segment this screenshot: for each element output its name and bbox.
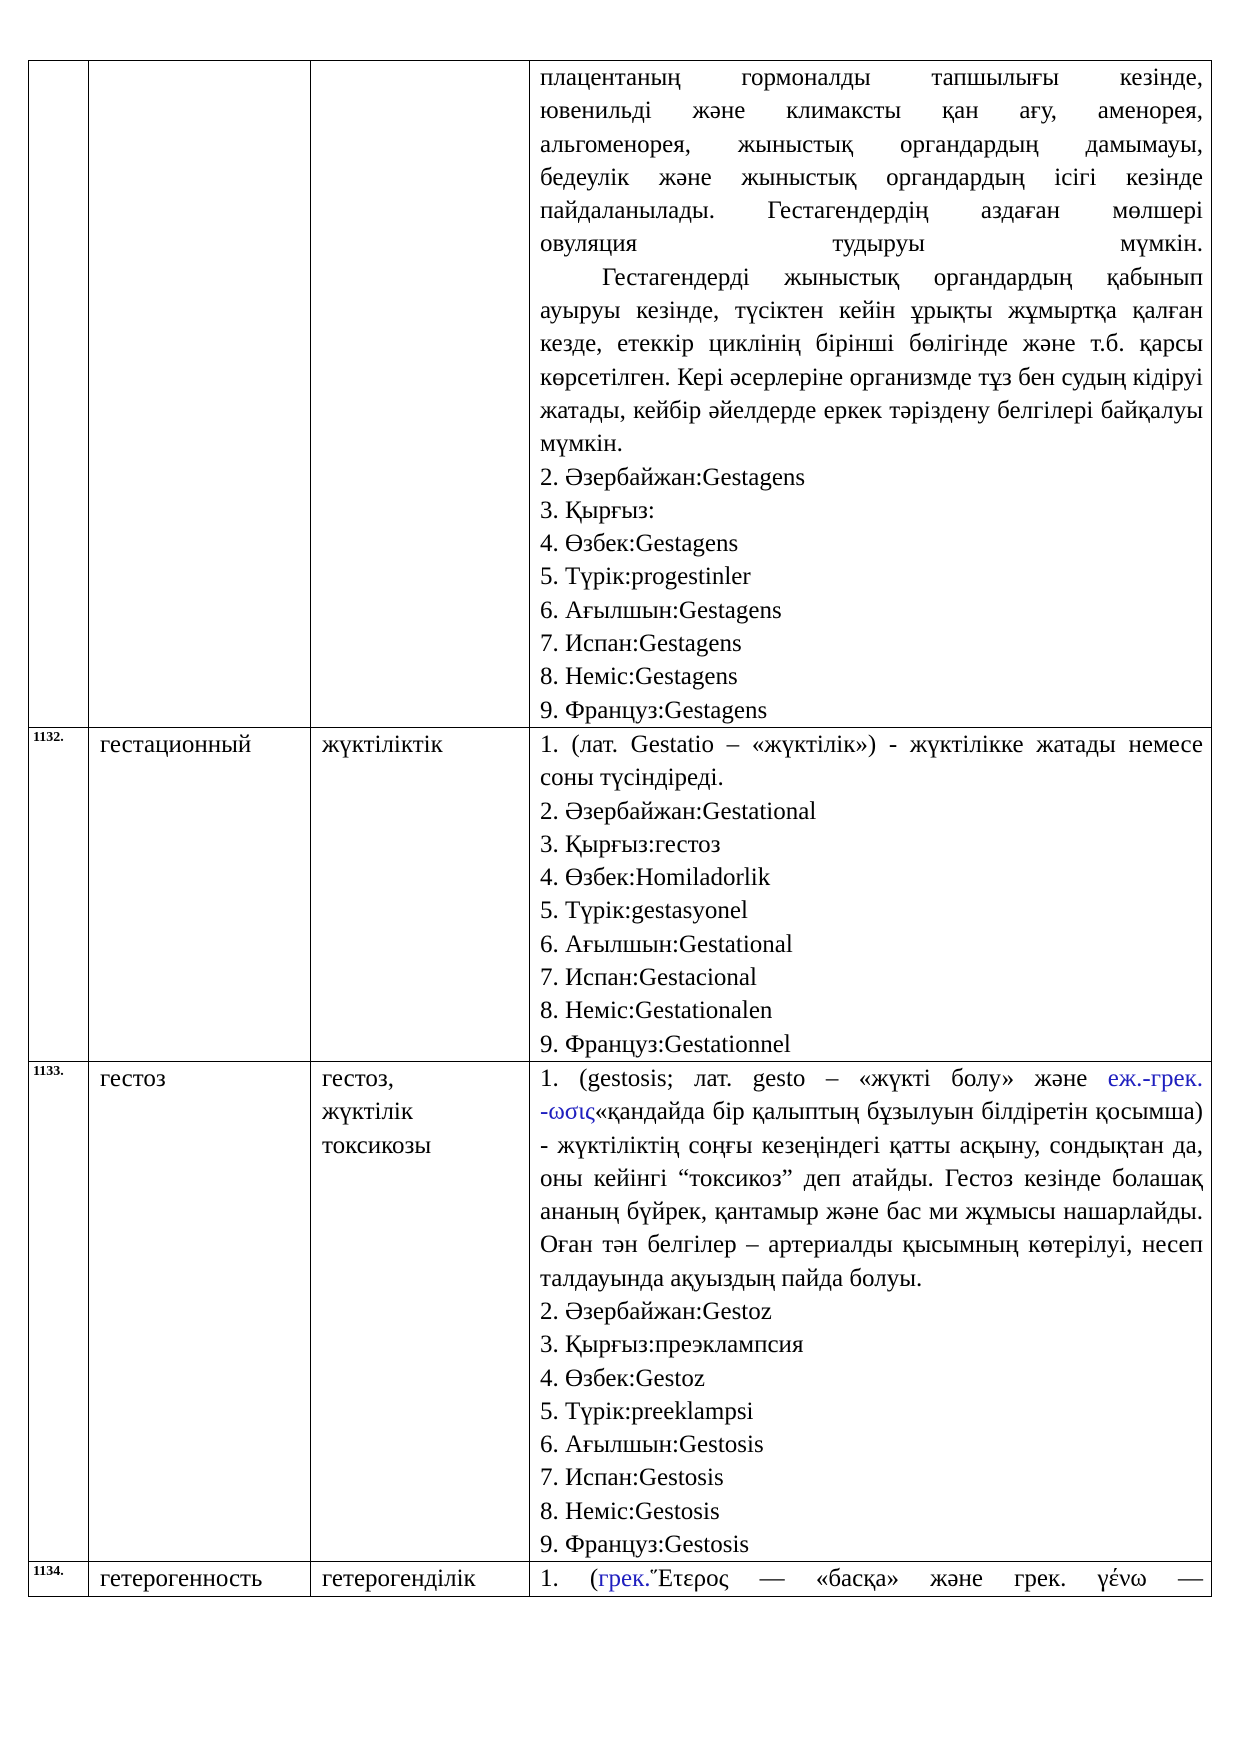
kazakh-term-line: гестоз, (322, 1064, 394, 1092)
translation-spanish: 7. Испан:Gestacional (540, 964, 757, 992)
definition-cell (530, 727, 1212, 1061)
kazakh-term (311, 1061, 530, 1561)
russian-term (89, 61, 311, 728)
translation-french: 9. Француз:Gestationnel (540, 1030, 791, 1058)
kazakh-term-line: токсикозы (322, 1131, 432, 1159)
translation-german: 8. Неміс:Gestosis (540, 1497, 720, 1525)
translation-english: 6. Ағылшын:Gestational (540, 930, 793, 958)
definition-line: бедеулік және жыныстық органдардың ісігі кезінде (540, 163, 1203, 191)
kazakh-term-line: жүктілік (322, 1098, 414, 1126)
table-row (29, 61, 1212, 728)
definition-text: 1. ( (540, 1565, 599, 1593)
kazakh-term (311, 61, 530, 728)
kazakh-term: гетерогенділік (311, 1562, 530, 1596)
definition-cell (530, 1562, 1212, 1596)
translation-turkish: 5. Түрік:progestinler (540, 563, 751, 591)
definition-paragraph: Гестагендерді жыныстық органдардың қабынып ауыруы кезінде, түсіктен кейін ұрықты жұмыртқа қалған кезде, етеккір циклінің бірінші бөлігінде және т.б. қарсы көрсетілген. Кері әсерлеріне организмде тұз бен судың кідіруі жатады, кейбір әйелдерде еркек тәріздену белгілері байқалуы мүмкін. (540, 263, 1203, 458)
russian-term: гестоз (89, 1061, 311, 1561)
dictionary-table (28, 60, 1212, 1597)
definition-text: Ἕτερος — «басқа» және грек. γένω — (650, 1565, 1203, 1593)
etymology-link[interactable]: грек. (598, 1565, 651, 1593)
translation-spanish: 7. Испан:Gestagens (540, 630, 742, 658)
table-row (29, 727, 1212, 1061)
translation-spanish: 7. Испан:Gestosis (540, 1464, 724, 1492)
translation-german: 8. Неміс:Gestationalen (540, 997, 773, 1025)
definition-line: ювенильді және климаксты қан ағу, аменорея, (540, 97, 1203, 125)
translation-turkish: 5. Түрік:preeklampsi (540, 1397, 754, 1425)
etymology-link[interactable]: еж.-грек. -ωσις (540, 1064, 1203, 1126)
kazakh-term: жүктіліктік (311, 727, 530, 1061)
translation-kyrgyz: 3. Қырғыз: (540, 496, 655, 524)
definition-paragraph: 1. (лат. Gestatio – «жүктілік») - жүктілікке жатады немесе соны түсіндіреді. (540, 730, 1203, 792)
definition-cell (530, 1061, 1212, 1561)
translation-english: 6. Ағылшын:Gestagens (540, 596, 782, 624)
definition-text: «қандайда бір қалыптың бұзылуын білдіретін қосымша) - жүктіліктің соңғы кезеңіндегі қатты асқыну, сондықтан да, оны кейінгі “токсикоз” деп атайды. Гестоз кезінде болашақ ананың бүйрек, қантамыр және бас ми жұмысы нашарлайды. Оған тән белгілер – артериалды қысымның көтерілуі, несеп талдауында ақуыздың пайда болуы. (540, 1098, 1203, 1292)
translation-french: 9. Француз:Gestosis (540, 1531, 750, 1559)
translation-kyrgyz: 3. Қырғыз:гестоз (540, 830, 721, 858)
table-row (29, 1061, 1212, 1561)
translation-azerbaijani: 2. Әзербайжан:Gestagens (540, 463, 806, 491)
definition-line: овуляция тудыруы мүмкін. (540, 230, 1203, 258)
definition-line: пайдаланылады. Гестагендердің аздаған мөлшері (540, 197, 1203, 225)
table-row (29, 1562, 1212, 1596)
russian-term: гестационный (89, 727, 311, 1061)
entry-number: 1132. (29, 727, 89, 1061)
definition-line: плацентаның гормоналды тапшылығы кезінде, (540, 64, 1203, 91)
translation-kyrgyz: 3. Қырғыз:преэклампсия (540, 1331, 804, 1359)
translation-uzbek: 4. Өзбек:Gestagens (540, 530, 739, 558)
definition-line: альгоменорея, жыныстық органдардың дамымауы, (540, 130, 1203, 158)
definition-cell (530, 61, 1212, 728)
definition-line (540, 1562, 1203, 1595)
entry-number: 1133. (29, 1061, 89, 1561)
definition-paragraph (540, 1062, 1203, 1295)
entry-number (29, 61, 89, 728)
russian-term: гетерогенность (89, 1562, 311, 1596)
translation-turkish: 5. Түрік:gestasyonel (540, 897, 748, 925)
translation-english: 6. Ағылшын:Gestosis (540, 1431, 764, 1459)
translation-azerbaijani: 2. Әзербайжан:Gestoz (540, 1297, 772, 1325)
definition-text: 1. (gestosis; лат. gesto – «жүкті болу» және (540, 1064, 1108, 1092)
translation-uzbek: 4. Өзбек:Homiladorlik (540, 864, 771, 892)
entry-number: 1134. (29, 1562, 89, 1596)
translation-uzbek: 4. Өзбек:Gestoz (540, 1364, 705, 1392)
dictionary-page (28, 60, 1211, 1597)
translation-azerbaijani: 2. Әзербайжан:Gestational (540, 797, 817, 825)
translation-german: 8. Неміс:Gestagens (540, 663, 738, 691)
translation-french: 9. Француз:Gestagens (540, 696, 768, 724)
